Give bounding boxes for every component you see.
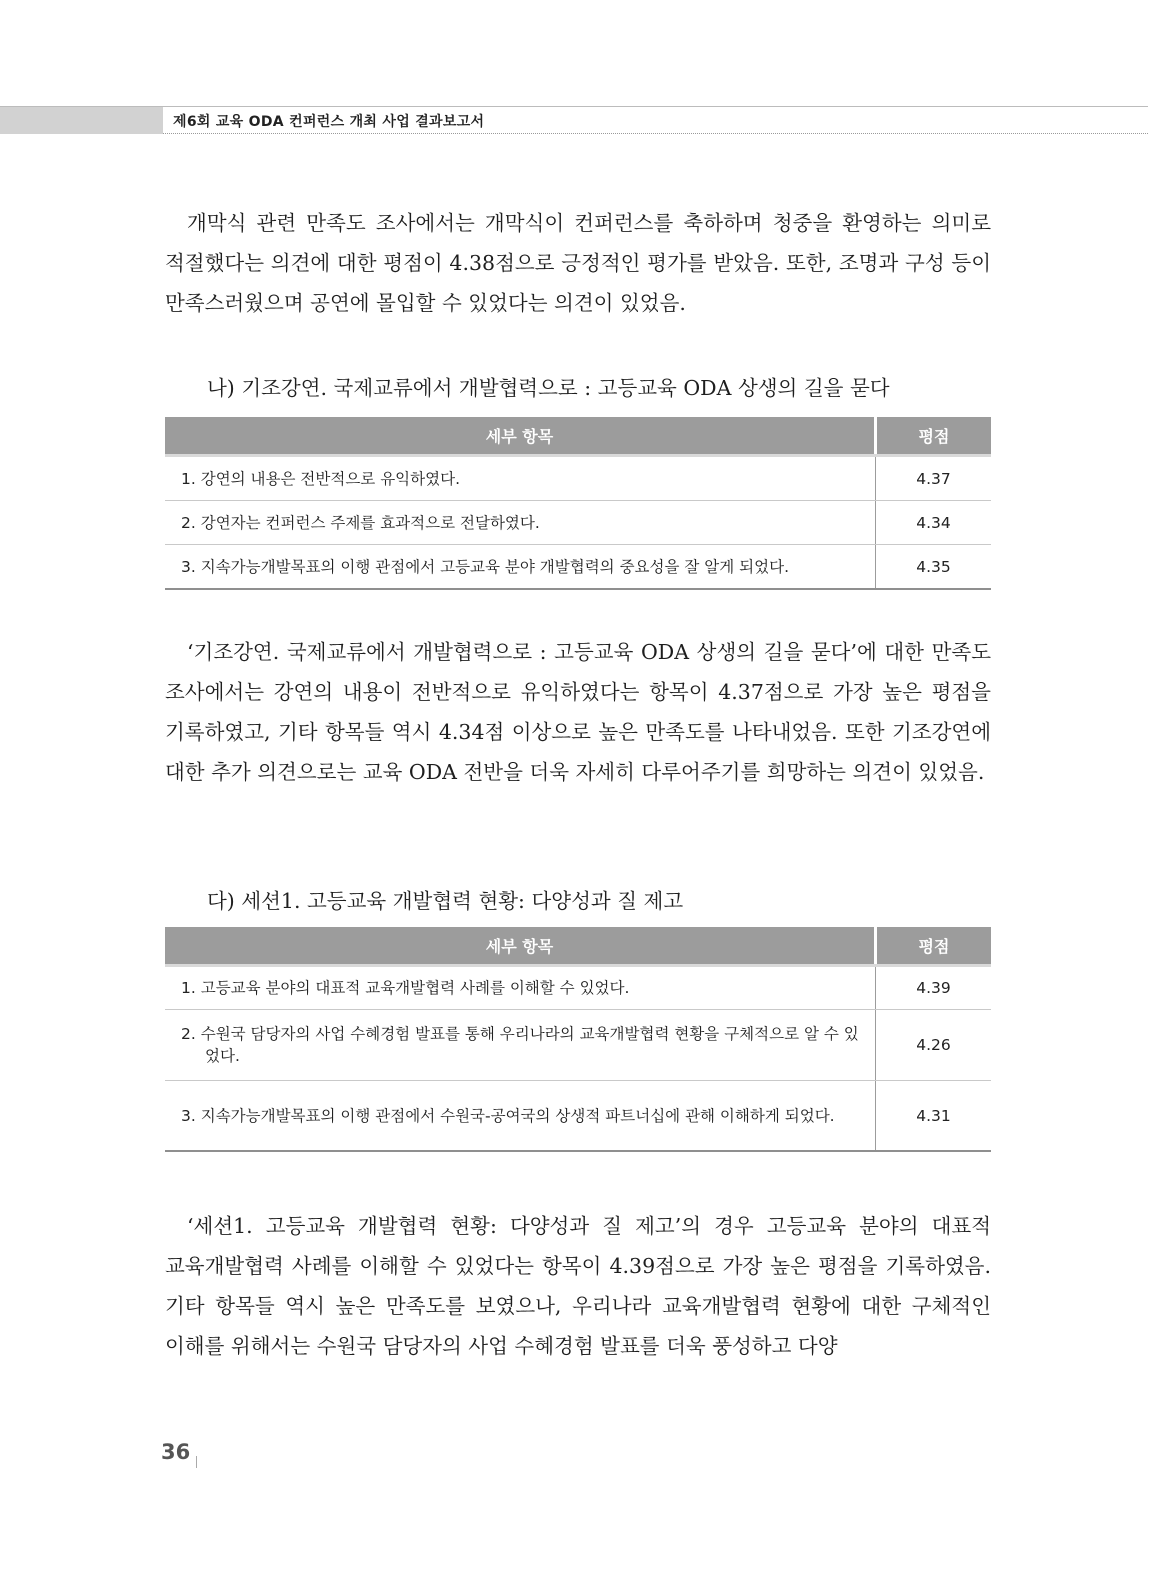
column-header-score: 평점: [876, 927, 992, 966]
table-header-row: [165, 417, 991, 456]
row-score: 4.26: [876, 1010, 992, 1081]
page-number: 36: [161, 1440, 191, 1464]
row-item: [165, 1010, 876, 1081]
table-row: [165, 456, 991, 501]
keynote-rating-table: [165, 417, 991, 590]
table-row: [165, 966, 991, 1010]
table-row: [165, 545, 991, 590]
row-item: 3. 지속가능개발목표의 이행 관점에서 고등교육 분야 개발협력의 중요성을 잘 알게 되었다.: [165, 545, 876, 590]
row-item-text: 3. 지속가능개발목표의 이행 관점에서 수원국-공여국의 상생적 파트너십에 관해 이해하게 되었다.: [181, 1106, 835, 1125]
row-score: 4.31: [876, 1081, 992, 1152]
row-item-text: 2. 수원국 담당자의 사업 수혜경험 발표를 통해 우리나라의 교육개발협력 현황을 구체적으로 알 수 있었다.: [181, 1025, 859, 1065]
column-header-item: 세부 항목: [165, 927, 876, 966]
page-number-divider: [196, 1456, 197, 1468]
table-row: [165, 1081, 991, 1152]
row-item: [165, 1081, 876, 1152]
table-row: [165, 1010, 991, 1081]
keynote-summary-paragraph: ‘기조강연. 국제교류에서 개발협력으로 : 고등교육 ODA 상생의 길을 묻다’에 대한 만족도 조사에서는 강연의 내용이 전반적으로 유익하였다는 항목이 4.37점으로 가장 높은 평점을 기록하였고, 기타 항목들 역시 4.34점 이상으로 높은 만족도를 나타내었음. 또한 기조강연에 대한 추가 의견으로는 교육 ODA 전반을 더욱 자세히 다루어주기를 희망하는 의견이 있었음.: [165, 640, 991, 784]
row-score: 4.34: [876, 501, 992, 545]
keynote-heading: 나) 기조강연. 국제교류에서 개발협력으로 : 고등교육 ODA 상생의 길을 묻다: [207, 376, 890, 400]
session1-rating-table: [165, 927, 991, 1152]
table-header-row: [165, 927, 991, 966]
column-header-score: 평점: [876, 417, 992, 456]
row-score: 4.35: [876, 545, 992, 590]
session1-heading: 다) 세션1. 고등교육 개발협력 현황: 다양성과 질 제고: [207, 889, 684, 913]
opening-ceremony-paragraph: 개막식 관련 만족도 조사에서는 개막식이 컨퍼런스를 축하하며 청중을 환영하는 의미로 적절했다는 의견에 대한 평점이 4.38점으로 긍정적인 평가를 받았음. 또한, 조명과 구성 등이 만족스러웠으며 공연에 몰입할 수 있었다는 의견이 있었음.: [165, 211, 991, 315]
session1-summary-paragraph: ‘세션1. 고등교육 개발협력 현황: 다양성과 질 제고’의 경우 고등교육 분야의 대표적 교육개발협력 사례를 이해할 수 있었다는 항목이 4.39점으로 가장 높은 평점을 기록하였음. 기타 항목들 역시 높은 만족도를 보였으나, 우리나라 교육개발협력 현황에 대한 구체적인 이해를 위해서는 수원국 담당자의 사업 수혜경험 발표를 더욱 풍성하고 다양: [165, 1214, 991, 1358]
column-header-item: 세부 항목: [165, 417, 876, 456]
row-item: 2. 강연자는 컨퍼런스 주제를 효과적으로 전달하였다.: [165, 501, 876, 545]
row-score: 4.37: [876, 456, 992, 501]
row-item: [165, 966, 876, 1010]
row-score: 4.39: [876, 966, 992, 1010]
table-row: [165, 501, 991, 545]
row-item: 1. 강연의 내용은 전반적으로 유익하였다.: [165, 456, 876, 501]
header-dotted-rule: [163, 133, 1148, 134]
header-accent-block: [0, 107, 163, 134]
row-item-text: 1. 고등교육 분야의 대표적 교육개발협력 사례를 이해할 수 있었다.: [181, 979, 630, 997]
running-header: [0, 106, 1148, 134]
document-title: 제6회 교육 ODA 컨퍼런스 개최 사업 결과보고서: [173, 114, 485, 130]
